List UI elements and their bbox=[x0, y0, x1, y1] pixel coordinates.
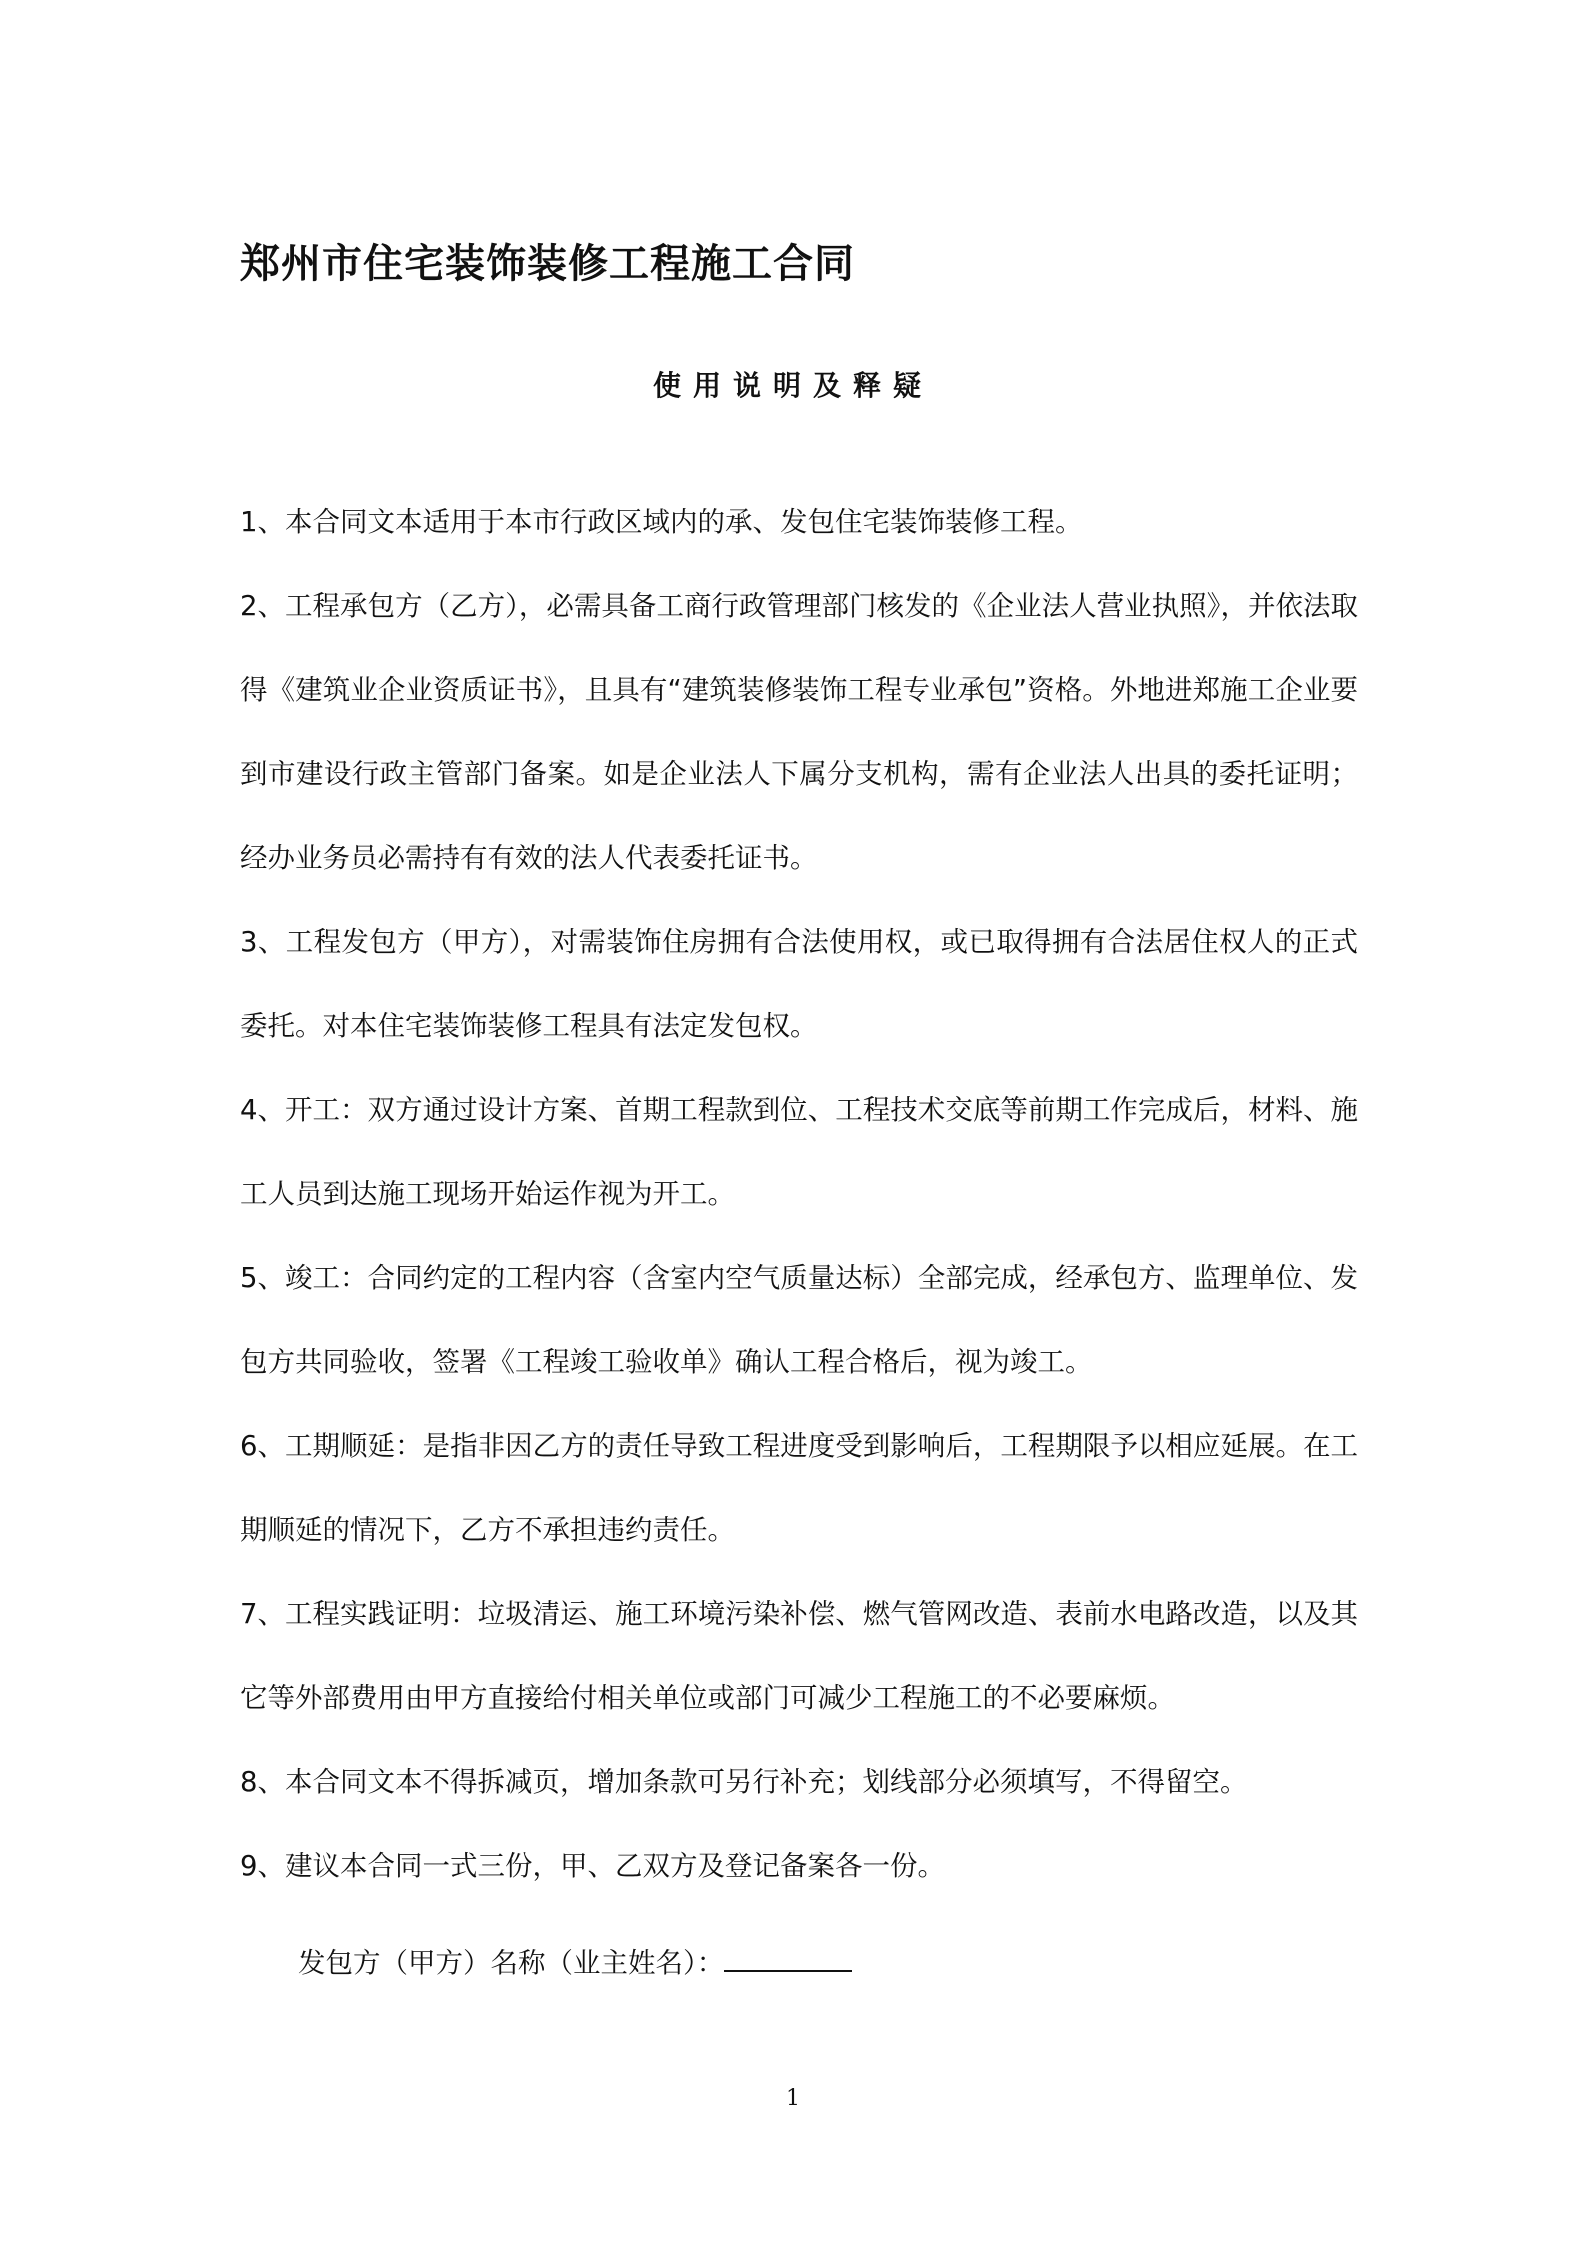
signature-line bbox=[298, 1940, 852, 1980]
signature-label: 发包方（甲方）名称（业主姓名）： bbox=[298, 1947, 725, 1979]
clause-5: 5、竣工：合同约定的工程内容（含室内空气质量达标）全部完成，经承包方、监理单位、发包方共同验收，签署《工程竣工验收单》确认工程合格后，视为竣工。 bbox=[240, 1262, 1358, 1378]
clause-8: 8、本合同文本不得拆减页，增加条款可另行补充；划线部分必须填写，不得留空。 bbox=[240, 1766, 1248, 1798]
clause-4: 4、开工：双方通过设计方案、首期工程款到位、工程技术交底等前期工作完成后，材料、施工人员到达施工现场开始运作视为开工。 bbox=[240, 1094, 1358, 1210]
clause-6: 6、工期顺延：是指非因乙方的责任导致工程进度受到影响后，工程期限予以相应延展。在工期顺延的情况下，乙方不承担违约责任。 bbox=[240, 1430, 1358, 1546]
page-number: 1 bbox=[786, 2086, 800, 2111]
clause-9: 9、建议本合同一式三份，甲、乙双方及登记备案各一份。 bbox=[240, 1850, 945, 1882]
clause-2: 2、工程承包方（乙方），必需具备工商行政管理部门核发的《企业法人营业执照》，并依法取得《建筑业企业资质证书》，且具有“建筑装修装饰工程专业承包”资格。外地进郑施工企业要到市建设行政主管部门备案。如是企业法人下属分支机构，需有企业法人出具的委托证明；经办业务员必需持有有效的法人代表委托证书。 bbox=[240, 590, 1358, 874]
section-subtitle: 使用说明及释疑 bbox=[652, 369, 933, 402]
clause-list bbox=[240, 480, 1358, 1908]
document-title: 郑州市住宅装饰装修工程施工合同 bbox=[240, 241, 855, 287]
clause-7: 7、工程实践证明：垃圾清运、施工环境污染补偿、燃气管网改造、表前水电路改造，以及其它等外部费用由甲方直接给付相关单位或部门可减少工程施工的不必要麻烦。 bbox=[240, 1598, 1358, 1714]
signature-blank-field[interactable] bbox=[724, 1946, 852, 1972]
clause-1: 1、本合同文本适用于本市行政区域内的承、发包住宅装饰装修工程。 bbox=[240, 506, 1083, 538]
clause-3: 3、工程发包方（甲方），对需装饰住房拥有合法使用权，或已取得拥有合法居住权人的正式委托。对本住宅装饰装修工程具有法定发包权。 bbox=[240, 926, 1358, 1042]
